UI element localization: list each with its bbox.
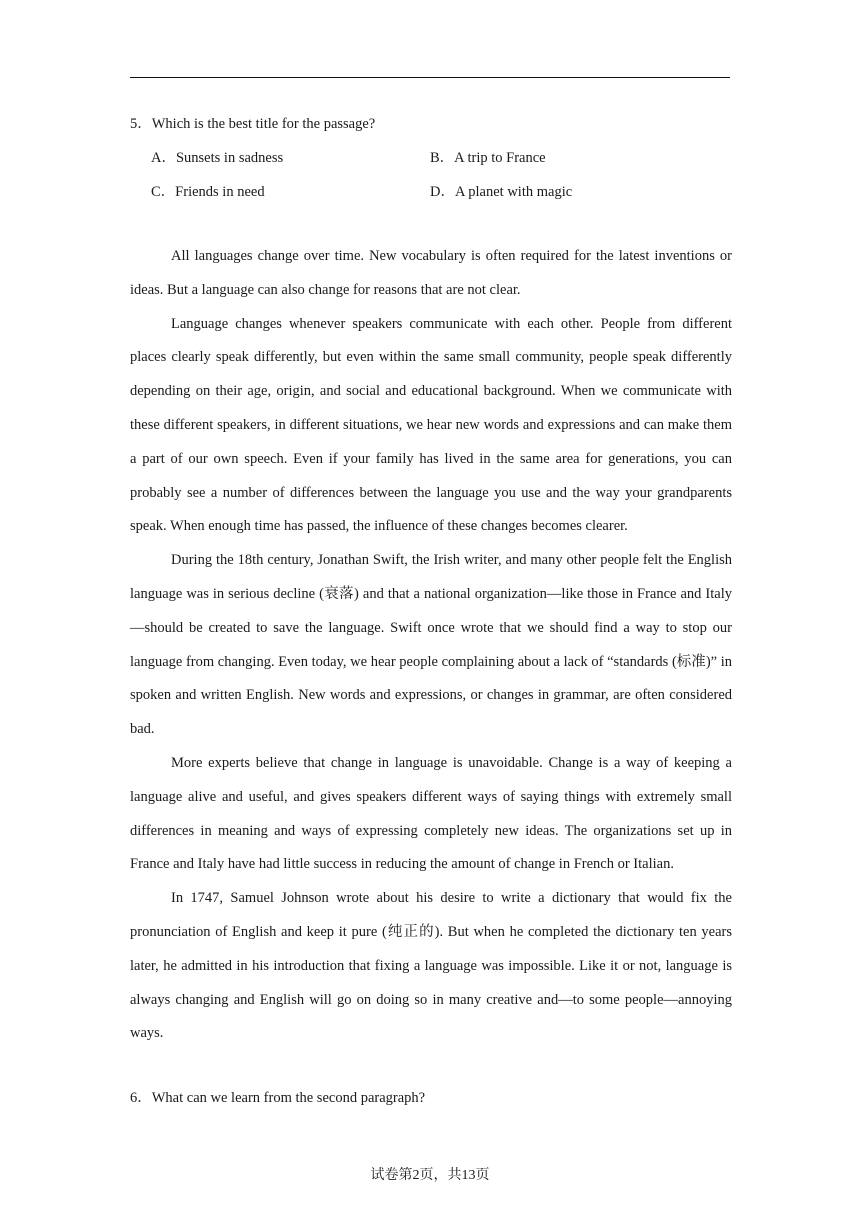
passage-paragraph: All languages change over time. New vocabulary is often required for the latest inventions or ideas. But a language can also change for reasons that are not clear.	[130, 248, 732, 298]
header-rule	[130, 77, 730, 78]
reading-passage	[130, 240, 732, 1051]
passage-paragraph: During the 18th century, Jonathan Swift, the Irish writer, and many other people felt the English language was in serious decline (衰落) and that a national organization—like those in France and Italy—should be created to save the language. Swift once wrote that we should find a way to stop our language from changing. Even today, we hear people complaining about a lack of “standards (标准)” in spoken and written English. New words and expressions, or changes in grammar, are often considered bad.	[130, 552, 732, 738]
question-6-prompt: 6．What can we learn from the second paragraph?	[130, 1090, 426, 1106]
option-c: C．Friends in need	[151, 184, 265, 200]
question-5-prompt: 5．Which is the best title for the passage?	[130, 116, 376, 132]
option-b: B．A trip to France	[430, 150, 546, 166]
option-a: A．Sunsets in sadness	[151, 150, 284, 166]
page-footer: 试卷第2页，共13页	[370, 1168, 490, 1183]
passage-paragraph: Language changes whenever speakers communicate with each other. People from different places clearly speak differently, but even within the same small community, people speak differently depending on their age, origin, and social and educational background. When we communicate with these different speakers, in different situations, we hear new words and expressions and can make them a part of our own speech. Even if your family has lived in the same area for generations, you can probably see a number of differences between the language you use and the way your grandparents speak. When enough time has passed, the influence of these changes becomes clearer.	[130, 315, 732, 535]
passage-paragraph: In 1747, Samuel Johnson wrote about his desire to write a dictionary that would fix the pronunciation of English and keep it pure (纯正的). But when he completed the dictionary ten years later, he admitted in his introduction that fixing a language was impossible. Like it or not, language is always changing and English will go on doing so in many creative and—to some people—annoying ways.	[130, 890, 732, 1042]
passage-paragraph: More experts believe that change in language is unavoidable. Change is a way of keeping a language alive and useful, and gives speakers different ways of saying things with extremely small differences in meaning and ways of expressing completely new ideas. The organizations set up in France and Italy have had little success in reducing the amount of change in French or Italian.	[130, 754, 732, 873]
option-d: D．A planet with magic	[430, 184, 573, 200]
